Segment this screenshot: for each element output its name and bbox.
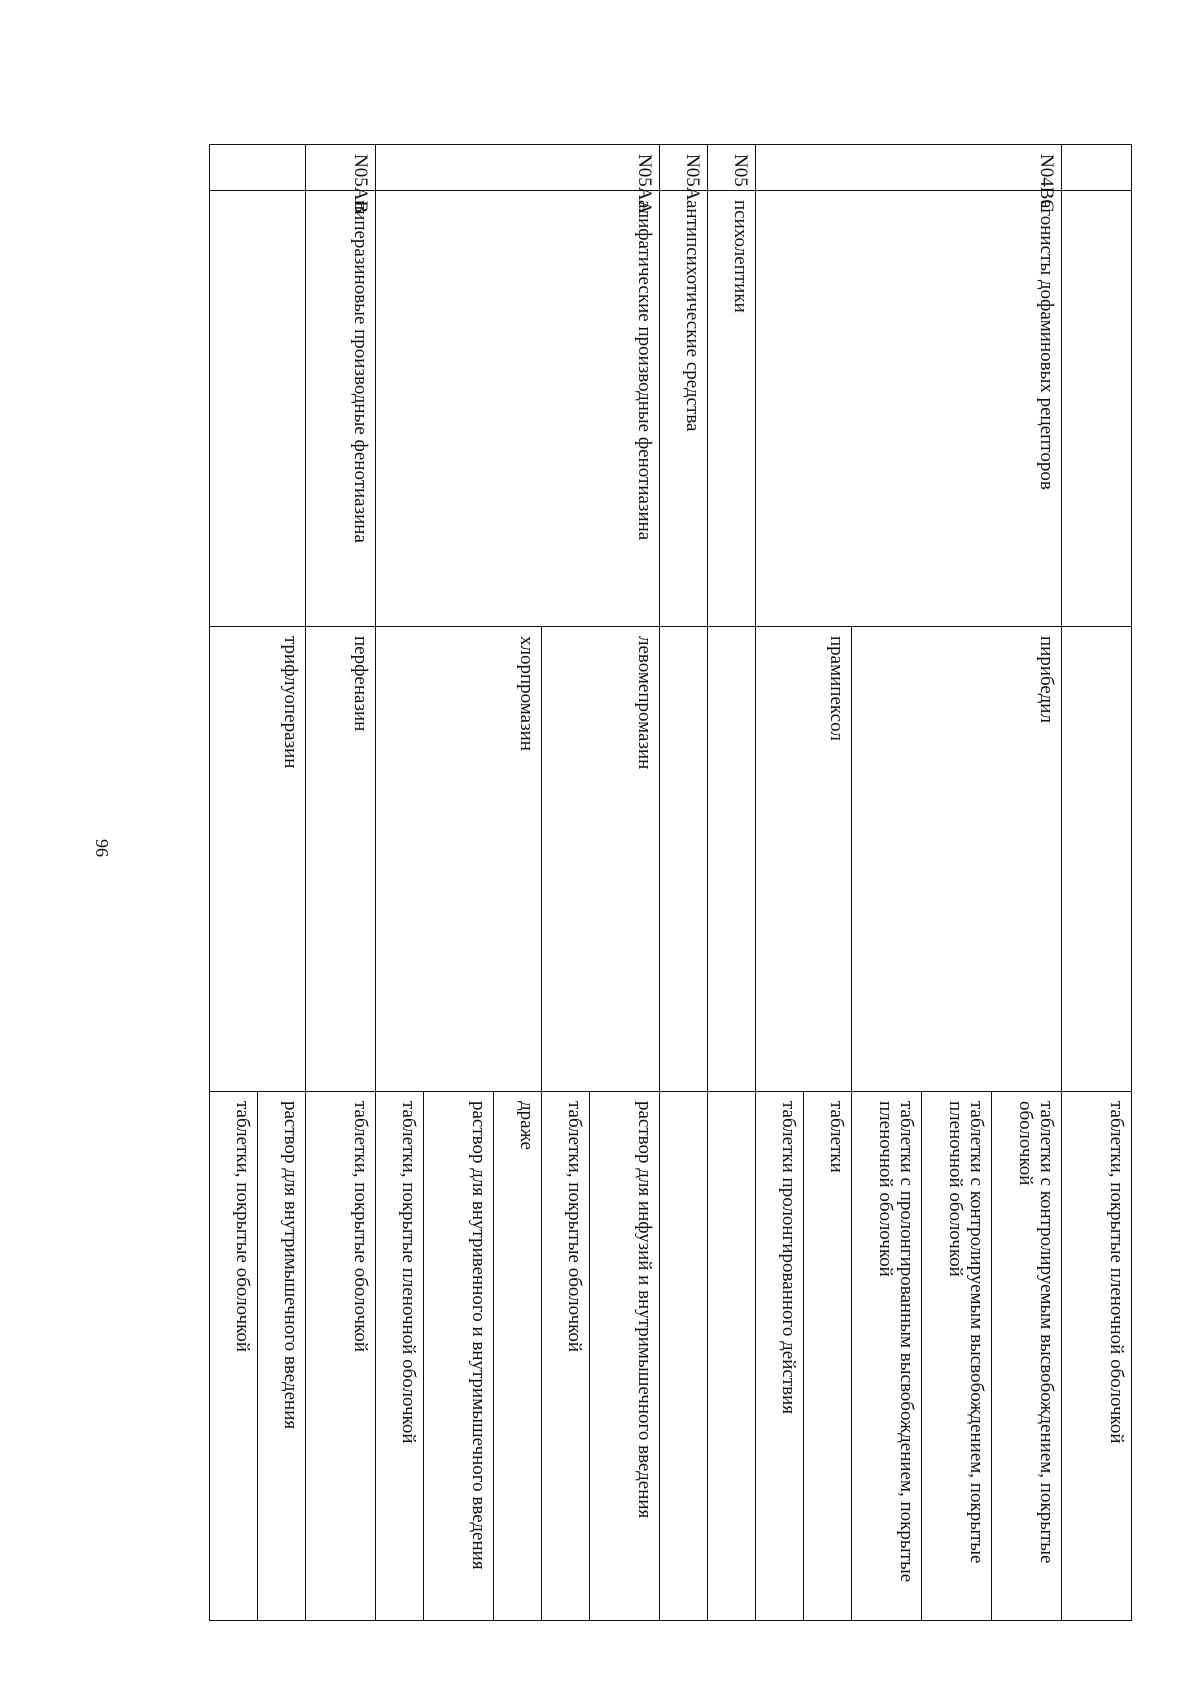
dosage-form-cell: таблетки, покрытые оболочкой xyxy=(306,1092,376,1621)
dosage-form-cell: раствор для внутривенного и внутримышечного введения xyxy=(424,1092,494,1621)
dosage-form-cell: таблетки, покрытые пленочной оболочкой xyxy=(376,1092,424,1621)
pharmacological-group-cell: психолептики xyxy=(708,191,756,627)
atc-code-cell xyxy=(210,145,306,191)
atc-code-cell: N05AB xyxy=(306,145,376,191)
dosage-form-cell: таблетки, покрытые оболочкой xyxy=(542,1092,590,1621)
substance-cell: перфеназин xyxy=(306,627,376,1092)
dosage-form-cell: таблетки пролонгированного действия xyxy=(756,1092,804,1621)
substance-cell xyxy=(1062,627,1132,1092)
pharmacological-group-cell: пиперазиновые производные фенотиазина xyxy=(306,191,376,627)
atc-code-cell: N04BC xyxy=(756,145,1062,191)
substance-cell xyxy=(660,627,708,1092)
table-row xyxy=(708,145,756,1621)
pharmacological-group-cell: антипсихотические средства xyxy=(660,191,708,627)
atc-code-cell xyxy=(1062,145,1132,191)
substance-cell xyxy=(708,627,756,1092)
dosage-form-cell: таблетки с пролонгированным высвобождением, покрытые пленочной оболочкой xyxy=(852,1092,922,1621)
table-row xyxy=(660,145,708,1621)
table-row xyxy=(590,145,660,1621)
atc-code-cell: N05 xyxy=(708,145,756,191)
medication-table xyxy=(209,144,1132,1621)
dosage-form-cell: таблетки, покрытые пленочной оболочкой xyxy=(1062,1092,1132,1621)
dosage-form-cell: таблетки, покрытые оболочкой xyxy=(210,1092,258,1621)
table-row xyxy=(258,145,306,1621)
dosage-form-cell: таблетки с контролируемым высвобождением, покрытые пленочной оболочкой xyxy=(922,1092,992,1621)
substance-cell: пирибедил xyxy=(852,627,1062,1092)
substance-cell: хлорпромазин xyxy=(376,627,542,1092)
pharmacological-group-cell xyxy=(210,191,306,627)
table-row xyxy=(992,145,1062,1621)
rotated-table-wrapper xyxy=(216,144,1132,1620)
substance-cell: прамипексол xyxy=(756,627,852,1092)
pharmacological-group-cell: агонисты дофаминовых рецепторов xyxy=(756,191,1062,627)
substance-cell: левомепромазин xyxy=(542,627,660,1092)
dosage-form-cell xyxy=(660,1092,708,1621)
atc-code-cell: N05AA xyxy=(376,145,660,191)
dosage-form-cell xyxy=(708,1092,756,1621)
table-row xyxy=(306,145,376,1621)
dosage-form-cell: таблетки xyxy=(804,1092,852,1621)
pharmacological-group-cell: алифатические производные фенотиазина xyxy=(376,191,660,627)
dosage-form-cell: таблетки с контролируемым высвобождением, покрытые оболочкой xyxy=(992,1092,1062,1621)
dosage-form-cell: раствор для внутримышечного введения xyxy=(258,1092,306,1621)
table-row xyxy=(1062,145,1132,1621)
pharmacological-group-cell xyxy=(1062,191,1132,627)
page-number: 96 xyxy=(92,839,112,857)
dosage-form-cell: драже xyxy=(494,1092,542,1621)
atc-code-cell: N05A xyxy=(660,145,708,191)
dosage-form-cell: раствор для инфузий и внутримышечного введения xyxy=(590,1092,660,1621)
substance-cell: трифлуоперазин xyxy=(210,627,306,1092)
